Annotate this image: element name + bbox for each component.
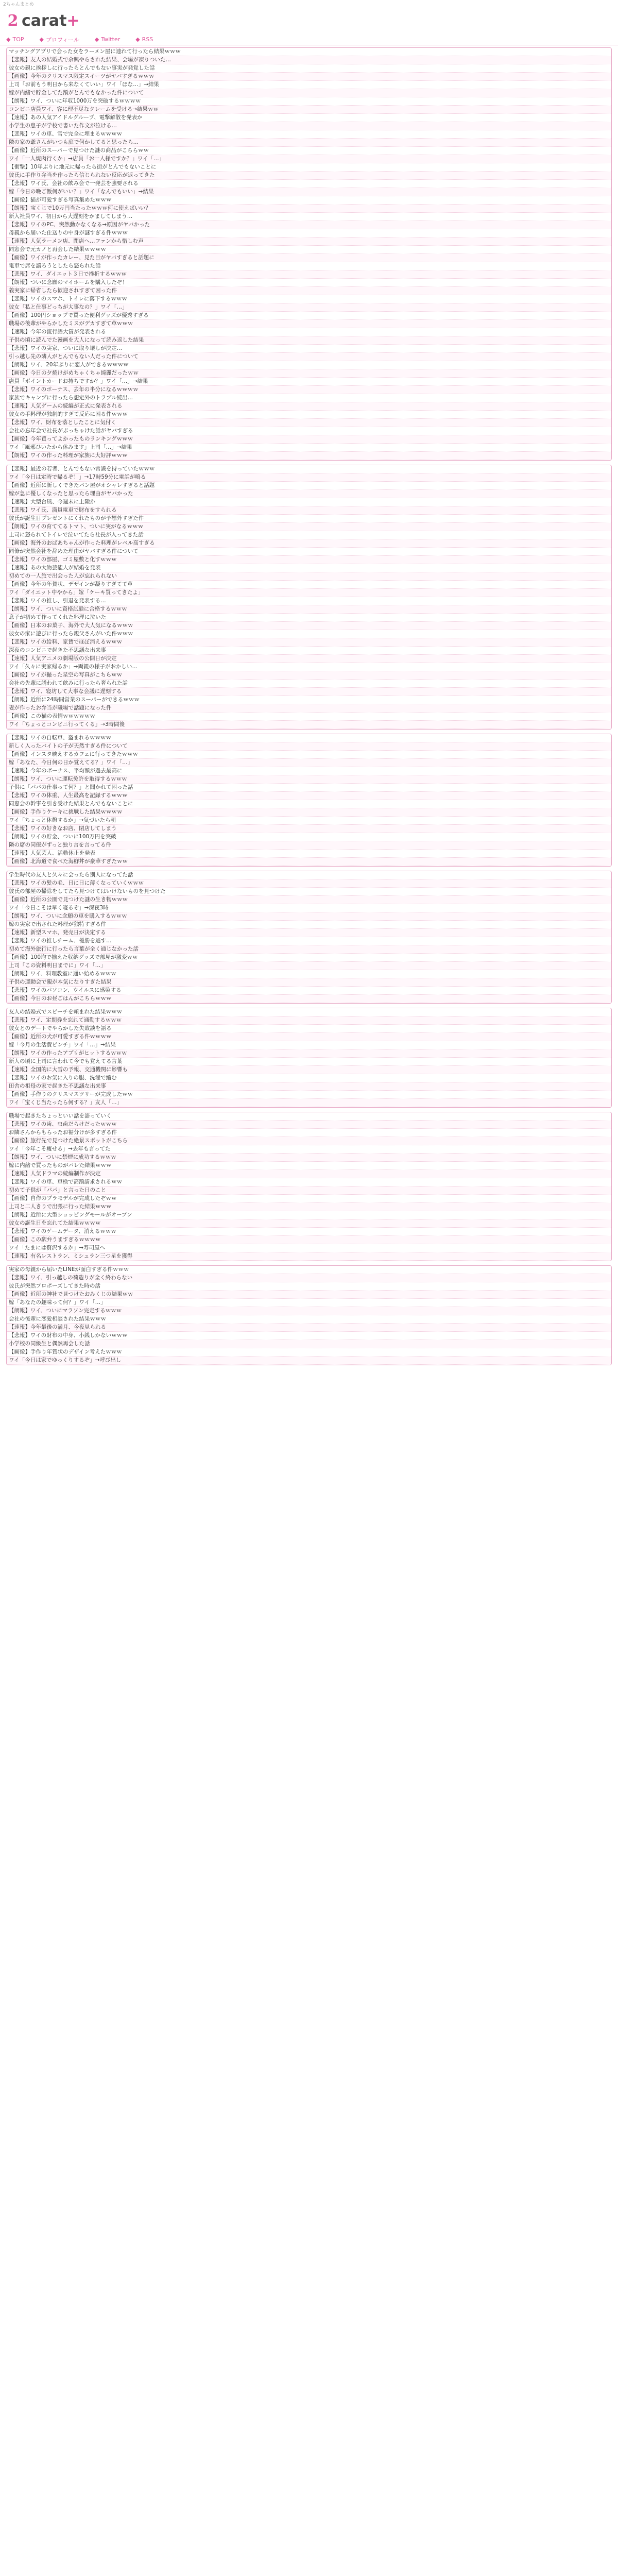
article-link[interactable]: 【画像】100円ショップで買った便利グッズが優秀すぎる <box>7 312 611 320</box>
article-link[interactable]: 子供に「パパの仕事って何？」と聞かれて困った話 <box>7 784 611 792</box>
article-link[interactable]: 【速報】全国的に大雪の予報、交通機関に影響も <box>7 1066 611 1074</box>
article-link[interactable]: 初めて子供が「パパ」と言った日のこと <box>7 1187 611 1195</box>
article-link[interactable]: 【朗報】ワイ、ついに念願の車を購入するｗｗｗ <box>7 912 611 921</box>
logo-text <box>22 12 80 30</box>
article-link[interactable]: 会社の忘年会で社長がぶっちゃけた話がヤバすぎる <box>7 427 611 435</box>
article-link[interactable]: 【悲報】ワイのお気に入りの服、洗濯で縮む <box>7 1074 611 1082</box>
article-link[interactable]: 【朗報】ワイの作ったアプリがヒットするｗｗｗ <box>7 1049 611 1058</box>
article-link[interactable]: 職場で起きたちょっといい話を語っていく <box>7 1112 611 1121</box>
nav-bullet-icon: ◆ <box>94 36 99 43</box>
article-link[interactable]: ワイ「ダイエット中やから」嫁「ケーキ買ってきたよ」 <box>7 589 611 597</box>
article-link[interactable]: 【画像】海外のおばあちゃんが作った料理がレベル高すぎる <box>7 539 611 548</box>
article-link[interactable]: 【朗報】宝くじで10万円当たったｗｗｗ何に使えばいい？ <box>7 205 611 213</box>
article-block <box>6 1112 612 1261</box>
logo-text-prefix: carat <box>22 11 67 30</box>
nav-item-1[interactable] <box>6 36 24 43</box>
article-link[interactable]: 【悲報】友人の結婚式で余興やらされた結果、会場が凍りついた… <box>7 56 611 64</box>
article-link[interactable]: 子供の頃に読んでた漫画を大人になって読み返した結果 <box>7 336 611 345</box>
article-link[interactable]: 【悲報】ワイ、定期券を忘れて通勤するｗｗｗ <box>7 1016 611 1025</box>
article-link[interactable]: 【画像】近所のスーパーで見つけた謎の商品がこちらｗｗ <box>7 147 611 155</box>
article-link[interactable]: 【悲報】ワイのゲームデータ、消えるｗｗｗ <box>7 1228 611 1236</box>
article-link[interactable]: 嫁の実家で出された料理が独特すぎる件 <box>7 921 611 929</box>
article-link[interactable]: 【速報】今年最後の満月、今夜見られる <box>7 1324 611 1332</box>
article-link[interactable]: 【悲報】ワイの給料、家賃でほぼ消えるｗｗｗ <box>7 638 611 647</box>
article-link[interactable]: 【速報】人気ドラマの続編制作が決定 <box>7 1170 611 1178</box>
nav-bullet-icon: ◆ <box>39 36 44 43</box>
article-link[interactable]: 【速報】人気アニメの劇場版の公開日が決定 <box>7 655 611 663</box>
article-link[interactable]: ワイ「久々に実家帰るか」→両親の様子がおかしい… <box>7 663 611 671</box>
article-link[interactable]: 上司に怒られてトイレで泣いてたら社長が入ってきた話 <box>7 531 611 539</box>
article-link[interactable]: 電車で席を譲ろうとしたら怒られた話 <box>7 262 611 270</box>
article-link[interactable]: 【悲報】ワイの部屋、ゴミ屋敷と化すｗｗｗ <box>7 556 611 564</box>
article-link[interactable]: 【悲報】ワイの推し、引退を発表する… <box>7 597 611 605</box>
article-link[interactable]: 同窓会の幹事を引き受けた結果とんでもないことに <box>7 800 611 808</box>
article-link[interactable]: 嫁が内緒で貯金してた額がとんでもなかった件について <box>7 89 611 97</box>
article-link[interactable]: 初めての一人旅で出会った人が忘れられない <box>7 572 611 581</box>
article-link[interactable]: 彼女とのデートでやらかした失敗談を語る <box>7 1025 611 1033</box>
nav-item-label: プロフィール <box>45 36 79 43</box>
article-link[interactable]: 【悲報】ワイの髪の毛、日に日に薄くなっていくｗｗｗ <box>7 879 611 888</box>
article-link[interactable]: 【悲報】ワイの体重、人生最高を記録するｗｗｗ <box>7 792 611 800</box>
article-link[interactable]: 上司「この資料明日までに」ワイ「…」 <box>7 962 611 970</box>
article-link[interactable]: 【画像】ワイが撮った星空の写真がこちらｗｗ <box>7 671 611 680</box>
article-link[interactable]: 【画像】日本のお菓子、海外で大人気になるｗｗｗ <box>7 622 611 630</box>
article-link[interactable]: 【悲報】ワイの自転車、盗まれるｗｗｗｗ <box>7 734 611 742</box>
topbar-text: 2ちゃんまとめ <box>3 2 34 7</box>
site-logo[interactable] <box>6 12 80 30</box>
article-link[interactable]: 【悲報】ワイのボーナス、去年の半分になるｗｗｗｗ <box>7 386 611 394</box>
article-link[interactable]: ワイ「風邪ひいたから休みます」上司「…」→結果 <box>7 444 611 452</box>
article-link[interactable]: 【悲報】ワイ氏、会社の飲み会で一発芸を強要される <box>7 180 611 188</box>
article-link[interactable]: 新しく入ったバイトの子が天然すぎる件について <box>7 742 611 751</box>
article-link[interactable]: 【朗報】ついに念願のマイホームを購入したぞ！ <box>7 279 611 287</box>
nav-item-2[interactable] <box>39 36 79 44</box>
article-link[interactable]: 【悲報】ワイ、財布を落としたことに気付く <box>7 419 611 427</box>
article-link[interactable]: コンビニ店員ワイ、客に理不尽なクレームを受ける→結果ｗｗ <box>7 106 611 114</box>
article-link[interactable]: ワイ「今日は定時で帰るぞ！」→17時59分に電話が鳴る <box>7 473 611 482</box>
article-link[interactable]: ワイ「一人焼肉行くか」→店員「お一人様ですか？」ワイ「…」 <box>7 155 611 163</box>
article-link[interactable]: 【速報】あの人気アイドルグループ、電撃解散を発表か <box>7 114 611 122</box>
article-link[interactable]: 【悲報】ワイの実家、ついに取り壊しが決定… <box>7 345 611 353</box>
article-link[interactable]: 【朗報】ワイ、ついにマラソン完走するｗｗｗ <box>7 1307 611 1315</box>
article-link[interactable]: マッチングアプリで会った女をラーメン屋に連れて行ったら結果ｗｗｗ <box>7 48 611 56</box>
article-link[interactable]: 上司「お前もう明日から来なくていい」ワイ「ほな…」→結果 <box>7 81 611 89</box>
article-link[interactable]: 彼氏の部屋の掃除をしてたら見つけてはいけないものを見つけた <box>7 888 611 896</box>
article-link[interactable]: 隣の席の同僚がずっと独り言を言ってる件 <box>7 841 611 850</box>
article-link[interactable]: 【衝撃】10年ぶりに地元に帰ったら街がとんでもないことに <box>7 163 611 172</box>
nav-item-label: RSS <box>142 36 153 43</box>
article-link[interactable]: 【悲報】ワイの車、車検で高額請求されるｗｗ <box>7 1178 611 1187</box>
article-link[interactable]: 嫁が急に優しくなったと思ったら理由がヤバかった <box>7 490 611 498</box>
article-block <box>6 734 612 867</box>
article-link[interactable]: 小学校の同級生と偶然再会した話 <box>7 1340 611 1348</box>
article-link[interactable]: 【画像】近所の神社で見つけたおみくじの結果ｗｗ <box>7 1291 611 1299</box>
article-link[interactable]: 【画像】今年買ってよかったものランキングｗｗｗ <box>7 435 611 444</box>
article-link[interactable]: 子供の運動会で親が本気になりすぎた結果 <box>7 978 611 987</box>
article-link[interactable]: 【悲報】ワイのパソコン、ウイルスに感染する <box>7 987 611 995</box>
article-link[interactable]: 【朗報】ワイ、料理教室に通い始めるｗｗｗ <box>7 970 611 978</box>
article-link[interactable]: 【悲報】ワイの好きなお店、閉店してしまう <box>7 825 611 833</box>
article-link[interactable]: 【悲報】ワイの推しチーム、優勝を逃す… <box>7 937 611 945</box>
article-link[interactable]: 【速報】新型スマホ、発売日が決定する <box>7 929 611 937</box>
logo-text-accent: + <box>66 11 80 30</box>
article-link[interactable]: 【画像】自作のプラモデルが完成したぞｗｗ <box>7 1195 611 1203</box>
article-link[interactable]: 家族でキャンプに行ったら想定外のトラブル続出… <box>7 394 611 402</box>
article-link[interactable]: ワイ「宝くじ当たったら何する？」友人「…」 <box>7 1099 611 1107</box>
nav-item-3[interactable] <box>95 36 120 43</box>
article-link[interactable]: 母親から届いた仕送りの中身が謎すぎる件ｗｗｗ <box>7 229 611 238</box>
article-link[interactable]: 【画像】旅行先で見つけた絶景スポットがこちら <box>7 1137 611 1145</box>
article-link[interactable]: 【画像】手作りのクリスマスツリーが完成したｗｗ <box>7 1091 611 1099</box>
article-link[interactable]: 【画像】100均で揃えた収納グッズで部屋が激変ｗｗ <box>7 954 611 962</box>
article-block <box>6 1008 612 1108</box>
article-link[interactable]: 【朗報】近所に大型ショッピングモールがオープン <box>7 1211 611 1219</box>
article-link[interactable]: 【悲報】ワイ、ダイエット３日で挫折するｗｗｗ <box>7 270 611 279</box>
article-link[interactable]: 【画像】手作り年賀状のデザイン考えたｗｗｗ <box>7 1348 611 1357</box>
article-list-area <box>0 45 618 1365</box>
article-link[interactable]: 【画像】手作りケーキに挑戦した結果ｗｗｗｗ <box>7 808 611 817</box>
article-link[interactable]: 隣の家の爺さんがいつも庭で何かしてると思ったら… <box>7 139 611 147</box>
article-link[interactable]: 店員「ポイントカードお持ちですか？」ワイ「…」→結果 <box>7 378 611 386</box>
article-link[interactable]: 【悲報】ワイのPC、突然動かなくなる→原因がヤバかった <box>7 221 611 229</box>
article-block <box>6 1265 612 1365</box>
article-block <box>6 465 612 730</box>
article-link[interactable]: 会社の後輩に恋愛相談された結果ｗｗｗ <box>7 1315 611 1324</box>
article-link[interactable]: お隣さんからもらったお裾分けが多すぎる件 <box>7 1129 611 1137</box>
article-link[interactable]: 彼女「私と仕事どっちが大事なの？」ワイ「…」 <box>7 303 611 312</box>
article-link[interactable]: 【朗報】ワイ、ついに運転免許を取得するｗｗｗ <box>7 775 611 784</box>
article-link[interactable]: ワイ「ちょっとコンビニ行ってくる」→3時間後 <box>7 721 611 729</box>
article-link[interactable]: 【悲報】ワイ、引っ越しの荷造りが全く終わらない <box>7 1274 611 1282</box>
article-link[interactable]: 新人の頃に上司に言われて今でも覚えてる言葉 <box>7 1058 611 1066</box>
article-link[interactable]: 息子が初めて作ってくれた料理に泣いた <box>7 614 611 622</box>
nav-bullet-icon: ◆ <box>135 36 140 43</box>
article-link[interactable]: ワイ「今日こそは早く寝るぞ」→深夜3時 <box>7 904 611 912</box>
article-link[interactable]: 【悲報】ワイの車、雪で完全に埋まるｗｗｗｗ <box>7 130 611 139</box>
article-link[interactable]: 【速報】大型台風、今週末に上陸か <box>7 498 611 506</box>
article-link[interactable]: 【悲報】ワイの財布の中身、小銭しかないｗｗｗ <box>7 1332 611 1340</box>
article-link[interactable]: ワイ「たまには贅沢するか」→寿司屋へ <box>7 1244 611 1252</box>
article-link[interactable]: 【悲報】ワイのスマホ、トイレに落下するｗｗｗ <box>7 295 611 303</box>
article-link[interactable]: 【朗報】ワイ、ついに資格試験に合格するｗｗｗ <box>7 605 611 614</box>
site-header <box>0 7 618 34</box>
article-link[interactable]: 【速報】有名レストラン、ミシュラン三つ星を獲得 <box>7 1252 611 1261</box>
article-link[interactable]: 義実家に帰省したら歓迎されすぎて困った件 <box>7 287 611 295</box>
article-link[interactable]: 田舎の祖母の家で起きた不思議な出来事 <box>7 1082 611 1091</box>
article-link[interactable]: 新入社員ワイ、初日から大遅刻をかましてしまう… <box>7 213 611 221</box>
article-link[interactable]: 同僚が突然会社を辞めた理由がヤバすぎる件について <box>7 548 611 556</box>
article-link[interactable]: 【速報】あの大物芸能人が結婚を発表 <box>7 564 611 572</box>
article-link[interactable]: 【朗報】ワイの育ててるトマト、ついに実がなるｗｗｗ <box>7 523 611 531</box>
article-link[interactable]: 彼氏が誕生日プレゼントにくれたものが予想外すぎた件 <box>7 515 611 523</box>
article-link[interactable]: 【速報】人気ゲームの続編が正式に発表される <box>7 402 611 411</box>
article-link[interactable]: 彼女の手料理が独創的すぎて反応に困る件ｗｗｗ <box>7 411 611 419</box>
article-block <box>6 871 612 1004</box>
article-link[interactable]: 会社の先輩に誘われて飲みに行ったら奢られた話 <box>7 680 611 688</box>
article-link[interactable]: 彼女の家に遊びに行ったら親父さんがいた件ｗｗｗ <box>7 630 611 638</box>
article-block <box>6 47 612 461</box>
article-link[interactable]: 【朗報】ワイ、ついに年収1000万を突破するｗｗｗｗ <box>7 97 611 106</box>
article-link[interactable]: 彼氏に手作り弁当を作ったら信じられない反応が返ってきた <box>7 172 611 180</box>
article-link[interactable]: 【画像】この駅弁うますぎるｗｗｗｗ <box>7 1236 611 1244</box>
article-link[interactable]: 彼女の誕生日を忘れてた結果ｗｗｗｗ <box>7 1219 611 1228</box>
article-link[interactable]: 【画像】今年の年賀状、デザインが凝りすぎてて草 <box>7 581 611 589</box>
article-link[interactable]: 嫁「今日の晩ご飯何がいい？」ワイ「なんでもいい」→結果 <box>7 188 611 196</box>
article-link[interactable]: 【朗報】ワイの作った料理が家族に大好評ｗｗｗ <box>7 452 611 460</box>
article-link[interactable]: 【画像】近所の公園で見つけた謎の生き物ｗｗｗ <box>7 896 611 904</box>
article-link[interactable]: 【画像】ワイが作ったカレー、見た目がヤバすぎると話題に <box>7 254 611 262</box>
article-link[interactable]: 【速報】今年の流行語大賞が発表される <box>7 328 611 336</box>
article-link[interactable]: 小学生の息子が学校で書いた作文が泣ける… <box>7 122 611 130</box>
article-link[interactable]: 【画像】猫が可愛すぎる写真集めたｗｗｗ <box>7 196 611 205</box>
nav-item-label: Twitter <box>101 36 121 43</box>
topbar <box>0 0 618 7</box>
nav-item-label: TOP <box>12 36 24 43</box>
article-link[interactable]: 【画像】今年のクリスマス限定スイーツがヤバすぎるｗｗｗ <box>7 73 611 81</box>
article-link[interactable]: 彼氏が突然プロポーズしてきた時の話 <box>7 1282 611 1291</box>
article-link[interactable]: 嫁「あなた、今日何の日か覚えてる？」ワイ「…」 <box>7 759 611 767</box>
article-link[interactable]: 【朗報】近所に24時間営業のスーパーができるｗｗｗ <box>7 696 611 704</box>
article-link[interactable]: 【悲報】ワイ、寝坊して大事な会議に遅刻する <box>7 688 611 696</box>
main-nav <box>0 34 618 45</box>
article-link[interactable]: 友人の結婚式でスピーチを頼まれた結果ｗｗｗ <box>7 1008 611 1016</box>
article-link[interactable]: 同窓会で元カノと再会した結果ｗｗｗｗ <box>7 246 611 254</box>
nav-item-4[interactable] <box>135 36 153 43</box>
article-link[interactable]: 引っ越し先の隣人がとんでもない人だった件について <box>7 353 611 361</box>
article-link[interactable]: 【画像】近所の犬が可愛すぎる件ｗｗｗｗ <box>7 1033 611 1041</box>
article-link[interactable]: 学生時代の友人と久々に会ったら別人になってた話 <box>7 871 611 879</box>
article-link[interactable]: 【画像】今日のお昼ごはんがこちらｗｗｗ <box>7 995 611 1003</box>
article-link[interactable]: 【悲報】最近の若者、とんでもない常識を持っていたｗｗｗ <box>7 465 611 473</box>
article-link[interactable]: ワイ「今日は家でゆっくりするぞ」→呼び出し <box>7 1357 611 1365</box>
article-link[interactable]: 【画像】近所に新しくできたパン屋がオシャレすぎると話題 <box>7 482 611 490</box>
article-link[interactable]: 【速報】人気芸人、活動休止を発表 <box>7 850 611 858</box>
article-link[interactable]: 【速報】人気ラーメン店、閉店へ…ファンから惜しむ声 <box>7 238 611 246</box>
article-link[interactable]: 実家の母親から届いたLINEが面白すぎる件ｗｗｗ <box>7 1266 611 1274</box>
article-link[interactable]: 深夜のコンビニで起きた不思議な出来事 <box>7 647 611 655</box>
article-link[interactable]: 職場の後輩がやらかしたミスがデカすぎて草ｗｗｗ <box>7 320 611 328</box>
article-link[interactable]: ワイ「ちょっと休憩するか」→気づいたら朝 <box>7 817 611 825</box>
article-link[interactable]: 【悲報】ワイ氏、満員電車で財布をすられる <box>7 506 611 515</box>
article-link[interactable]: 嫁に内緒で買ったものがバレた結果ｗｗｗ <box>7 1162 611 1170</box>
article-link[interactable]: 上司と二人きりで出張に行った結果ｗｗｗ <box>7 1203 611 1211</box>
article-link[interactable]: 嫁「今月の生活費ピンチ」ワイ「…」→結果 <box>7 1041 611 1049</box>
article-link[interactable]: 【朗報】ワイの貯金、ついに100万円を突破 <box>7 833 611 841</box>
article-link[interactable]: 【朗報】ワイ、20年ぶりに恋人ができるｗｗｗｗ <box>7 361 611 369</box>
article-link[interactable]: 【画像】インスタ映えするカフェに行ってきたｗｗｗ <box>7 751 611 759</box>
article-link[interactable]: 【画像】今日の夕焼けがめちゃくちゃ綺麗だったｗｗ <box>7 369 611 378</box>
article-link[interactable]: 【速報】今年のボーナス、平均額が過去最高に <box>7 767 611 775</box>
nav-bullet-icon: ◆ <box>6 36 11 43</box>
article-link[interactable]: 【画像】北海道で食べた海鮮丼が豪華すぎたｗｗ <box>7 858 611 866</box>
article-link[interactable]: 初めて海外旅行に行ったら言葉が全く通じなかった話 <box>7 945 611 954</box>
article-link[interactable]: 妻が作ったお弁当が職場で話題になった件 <box>7 704 611 713</box>
article-link[interactable]: 嫁「あなたの趣味って何？」ワイ「…」 <box>7 1299 611 1307</box>
article-link[interactable]: 【朗報】ワイ、ついに禁煙に成功するｗｗｗ <box>7 1154 611 1162</box>
article-link[interactable]: 彼女の親に挨拶しに行ったらとんでもない事実が発覚した話 <box>7 64 611 73</box>
logo-mark: 2 <box>7 11 19 30</box>
article-link[interactable]: 【画像】この猫の表情ｗｗｗｗｗｗ <box>7 713 611 721</box>
article-link[interactable]: 【悲報】ワイの歯、虫歯だらけだったｗｗｗ <box>7 1121 611 1129</box>
article-link[interactable]: ワイ「今年こそ痩せる」→去年も言ってた <box>7 1145 611 1154</box>
